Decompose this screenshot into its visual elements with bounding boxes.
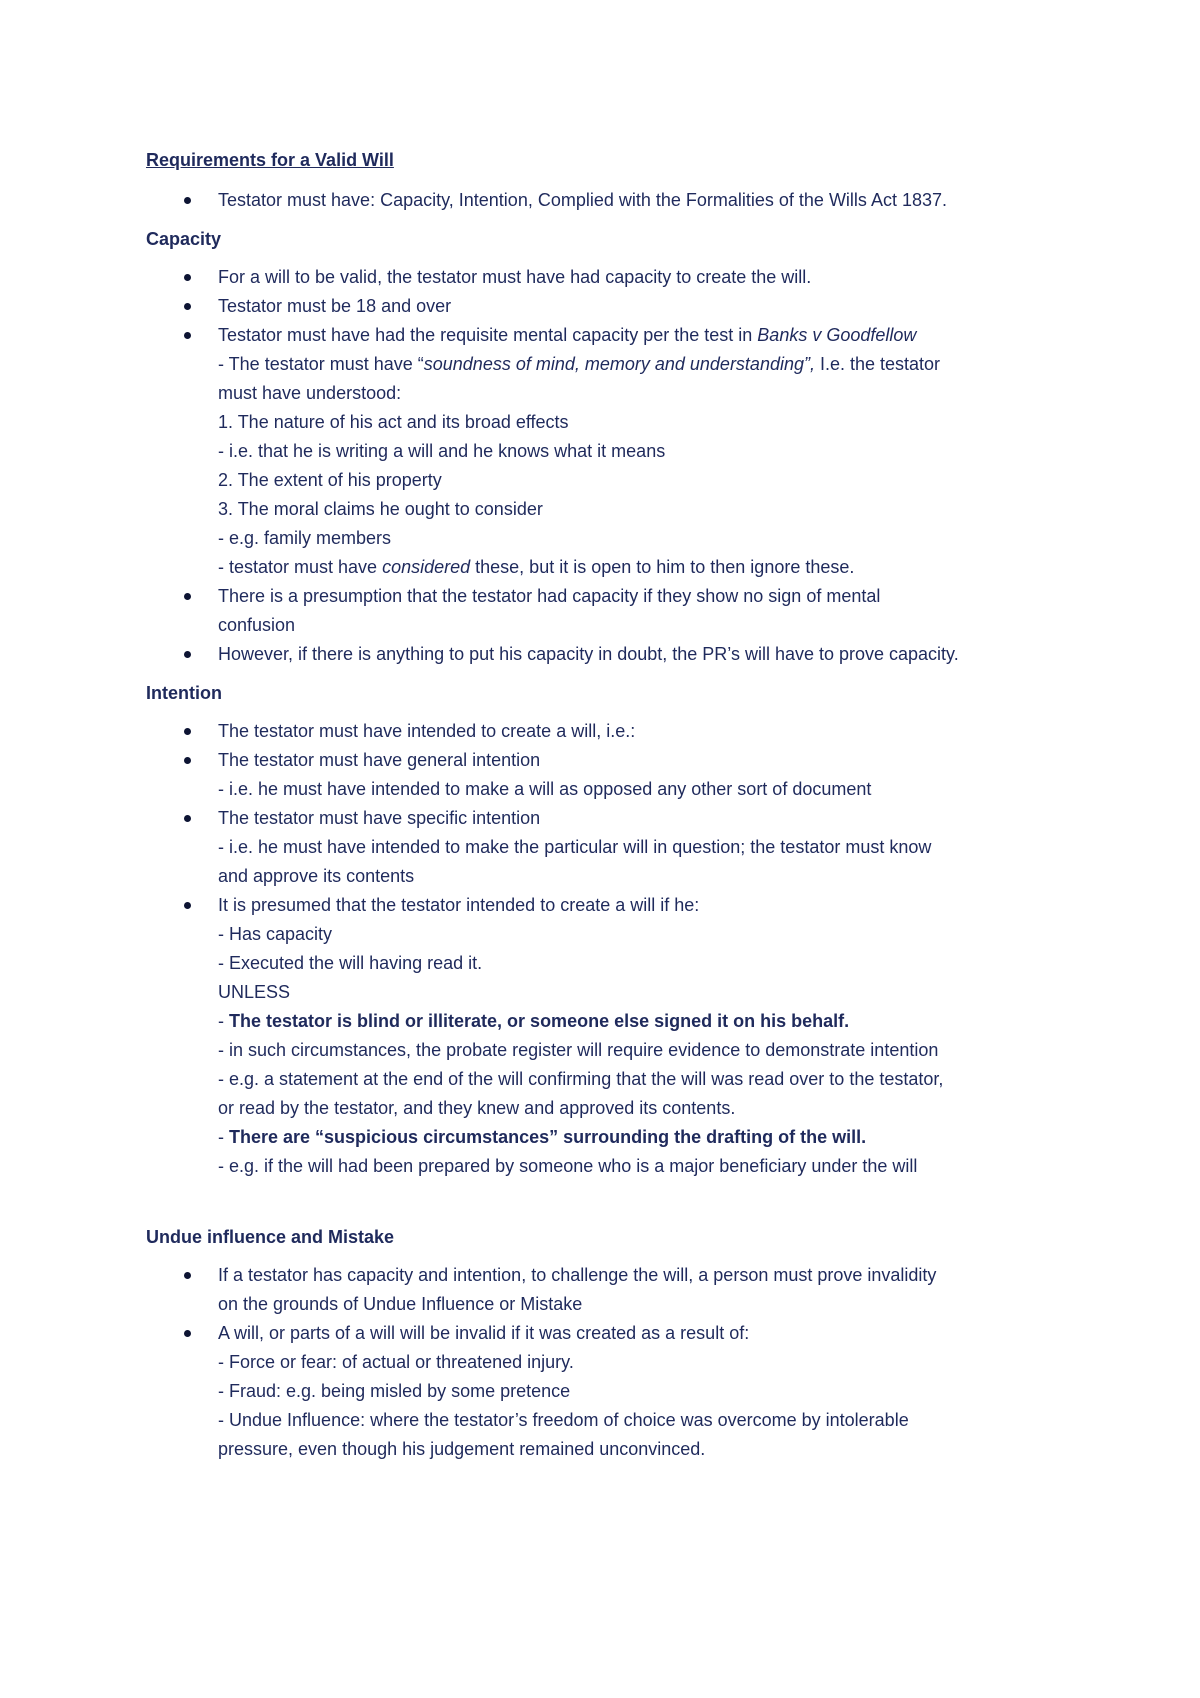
intro-list bbox=[146, 186, 1080, 215]
text-line bbox=[218, 350, 1080, 379]
text-line: - Force or fear: of actual or threatened injury. bbox=[218, 1352, 574, 1372]
bullet-icon bbox=[184, 1330, 191, 1337]
text-line: - Executed the will having read it. bbox=[218, 953, 483, 973]
text-run: Testator must have had the requisite mental capacity per the test in bbox=[218, 325, 758, 345]
text-line: - in such circumstances, the probate register will require evidence to demonstrate intention bbox=[218, 1040, 939, 1060]
text-line bbox=[218, 1123, 1080, 1152]
text-line: The testator must have specific intention bbox=[218, 808, 541, 828]
text-run: - bbox=[218, 1011, 229, 1031]
emphasis-text: considered bbox=[382, 557, 471, 577]
list-item bbox=[146, 804, 1080, 891]
bullet-icon bbox=[184, 1272, 191, 1279]
text-line: It is presumed that the testator intended to create a will if he: bbox=[218, 895, 700, 915]
text-line: - i.e. that he is writing a will and he knows what it means bbox=[218, 441, 666, 461]
bullet-text: Testator must have: Capacity, Intention, Complied with the Formalities of the Wills Act 1837. bbox=[218, 190, 947, 210]
list-item bbox=[146, 746, 1080, 804]
quoted-test: soundness of mind, memory and understanding”, bbox=[423, 354, 815, 374]
bullet-icon bbox=[184, 757, 191, 764]
bullet-text: Testator must be 18 and over bbox=[218, 296, 452, 316]
list-item bbox=[146, 1261, 1080, 1319]
list-item bbox=[146, 891, 1080, 1181]
capacity-list bbox=[146, 263, 1080, 669]
text-line: The testator must have general intention bbox=[218, 750, 541, 770]
section-heading-capacity: Capacity bbox=[146, 229, 222, 249]
bullet-icon bbox=[184, 197, 191, 204]
document-title: Requirements for a Valid Will bbox=[146, 150, 394, 170]
bullet-icon bbox=[184, 651, 191, 658]
list-item bbox=[146, 186, 1080, 215]
text-line: 1. The nature of his act and its broad effects bbox=[218, 412, 569, 432]
intention-list bbox=[146, 717, 1080, 1181]
text-run: - The testator must have “ bbox=[218, 354, 424, 374]
section-heading-intention: Intention bbox=[146, 683, 222, 703]
text-line: or read by the testator, and they knew and approved its contents. bbox=[218, 1098, 736, 1118]
list-item bbox=[146, 321, 1080, 582]
bullet-icon bbox=[184, 815, 191, 822]
text-line: pressure, even though his judgement remained unconvinced. bbox=[218, 1439, 706, 1459]
text-line: There is a presumption that the testator had capacity if they show no sign of mental bbox=[218, 586, 881, 606]
text-line: - Has capacity bbox=[218, 924, 333, 944]
text-line: - e.g. family members bbox=[218, 528, 392, 548]
bullet-icon bbox=[184, 902, 191, 909]
text-line: A will, or parts of a will will be invalid if it was created as a result of: bbox=[218, 1323, 750, 1343]
bullet-text: However, if there is anything to put his capacity in doubt, the PR’s will have to prove capacity. bbox=[218, 644, 959, 664]
bullet-icon bbox=[184, 332, 191, 339]
text-line: and approve its contents bbox=[218, 866, 415, 886]
text-line: - e.g. if the will had been prepared by someone who is a major beneficiary under the will bbox=[218, 1156, 918, 1176]
text-line: confusion bbox=[218, 615, 296, 635]
text-line: UNLESS bbox=[218, 982, 291, 1002]
text-line: - i.e. he must have intended to make the particular will in question; the testator must know bbox=[218, 837, 932, 857]
list-item bbox=[146, 582, 1080, 640]
bullet-text: For a will to be valid, the testator must have had capacity to create the will. bbox=[218, 267, 812, 287]
list-item bbox=[146, 292, 1080, 321]
bold-text: The testator is blind or illiterate, or someone else signed it on his behalf. bbox=[229, 1011, 850, 1031]
bullet-text: The testator must have intended to create a will, i.e.: bbox=[218, 721, 636, 741]
text-line: 2. The extent of his property bbox=[218, 470, 442, 490]
text-line bbox=[218, 321, 1080, 350]
text-line: - i.e. he must have intended to make a will as opposed any other sort of document bbox=[218, 779, 872, 799]
section-heading-undue-influence: Undue influence and Mistake bbox=[146, 1227, 395, 1247]
text-line: If a testator has capacity and intention, to challenge the will, a person must prove invalidity bbox=[218, 1265, 937, 1285]
text-line: must have understood: bbox=[218, 383, 402, 403]
text-line bbox=[218, 553, 1080, 582]
text-line: - e.g. a statement at the end of the will confirming that the will was read over to the testator, bbox=[218, 1069, 944, 1089]
text-line: 3. The moral claims he ought to consider bbox=[218, 499, 543, 519]
text-line: - Fraud: e.g. being misled by some pretence bbox=[218, 1381, 571, 1401]
text-line bbox=[218, 1007, 1080, 1036]
undue-influence-list bbox=[146, 1261, 1080, 1464]
bold-text: There are “suspicious circumstances” surrounding the drafting of the will. bbox=[229, 1127, 867, 1147]
bullet-icon bbox=[184, 274, 191, 281]
text-line: on the grounds of Undue Influence or Mistake bbox=[218, 1294, 583, 1314]
bullet-icon bbox=[184, 303, 191, 310]
text-run: these, but it is open to him to then ignore these. bbox=[470, 557, 855, 577]
list-item bbox=[146, 717, 1080, 746]
text-run: - bbox=[218, 1127, 229, 1147]
list-item bbox=[146, 263, 1080, 292]
text-run: - testator must have bbox=[218, 557, 383, 577]
case-name: Banks v Goodfellow bbox=[757, 325, 917, 345]
text-run: I.e. the testator bbox=[814, 354, 941, 374]
bullet-icon bbox=[184, 728, 191, 735]
bullet-icon bbox=[184, 593, 191, 600]
list-item bbox=[146, 1319, 1080, 1464]
list-item bbox=[146, 640, 1080, 669]
text-line: - Undue Influence: where the testator’s freedom of choice was overcome by intolerable bbox=[218, 1410, 909, 1430]
